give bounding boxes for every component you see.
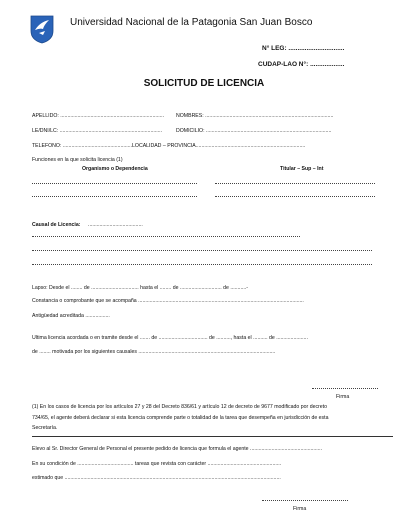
leg-number-field: N° LEG: ............................... [262,45,345,52]
elevo-field: Elevo al Sr. Director General de Personal el presente pedido de licencia que formula el agente .................................................. [32,446,323,452]
page-title: SOLICITUD DE LICENCIA [143,78,265,89]
causal-line-3 [32,264,372,265]
causal-dots: ...................................... [88,222,143,228]
estimado-field: estimado que ...................................................................................................................................................... [32,475,281,481]
university-logo-icon [30,14,54,44]
ultima-licencia-field: Ultima licencia acordada o en tramite desde el ....... de .................................. de .........., hasta el .......... de ...................... [32,335,308,341]
antiguedad-field: Antigüedad acreditada ................. [32,313,110,319]
domicilio-field: DOMICILIO: ....................................................................................... [176,128,332,134]
organismo-line-1 [32,183,197,184]
section-divider [32,436,393,437]
titular-line-1 [215,183,375,184]
note-line-1: (1) En los casos de licencia por los artículos 27 y 28 del Decreto 836/61 y artículo 12 de decreto de 9677 modificado por decreto [32,404,327,410]
titular-line-2 [215,196,375,197]
organismo-column-header: Organismo o Dependencia [82,166,148,172]
causal-label: Causal de Licencia: [32,222,81,228]
titular-column-header: Titular – Sup – Int [280,166,324,172]
telefono-localidad-field: TELEFONO: ................................................LOCALIDAD – PROVINCIA............................................................................ [32,143,306,149]
cudap-number-field: CUDAP-LAO N°: ................... [258,61,345,68]
organismo-line-2 [32,196,197,197]
university-name: Universidad Nacional de la Patagonia San Juan Bosco [70,17,313,28]
condicion-field: En su condición de ....................................... tareas que revista con carácter ................................................... [32,461,282,467]
causal-line-1 [32,236,300,237]
causal-line-2 [32,250,372,251]
signature-line-2 [262,500,348,501]
motivo-field: de ........ motivada por los siguientes causales ............................................................................................... [32,349,276,355]
lapso-field: Lapso: Desde el ........ de ................................. hasta el ........ de ............................. de ...........- [32,285,248,291]
nombres-field: NOMBRES: ......................................................................................... [176,113,334,119]
funciones-label: Funciones en la que solicita licencia (1) [32,157,123,163]
firma-label-1: Firma [336,394,350,400]
constancia-field: Constancia o comprobante que se acompaña ................................................................................................................... [32,298,304,304]
signature-line-1 [312,388,378,389]
firma-label-2: Firma [293,506,307,512]
note-line-2: 734/65, el agente deberá declarar si esta licencia comprende parte o totalidad de la tarea que desempeña en jurisdicción de esta [32,415,329,421]
apellido-field: APELLIDO: ........................................................................ [32,113,165,119]
note-line-3: Secretaría. [32,425,58,431]
document-field: LE/DNI/LC: ....................................................................... [32,128,163,134]
